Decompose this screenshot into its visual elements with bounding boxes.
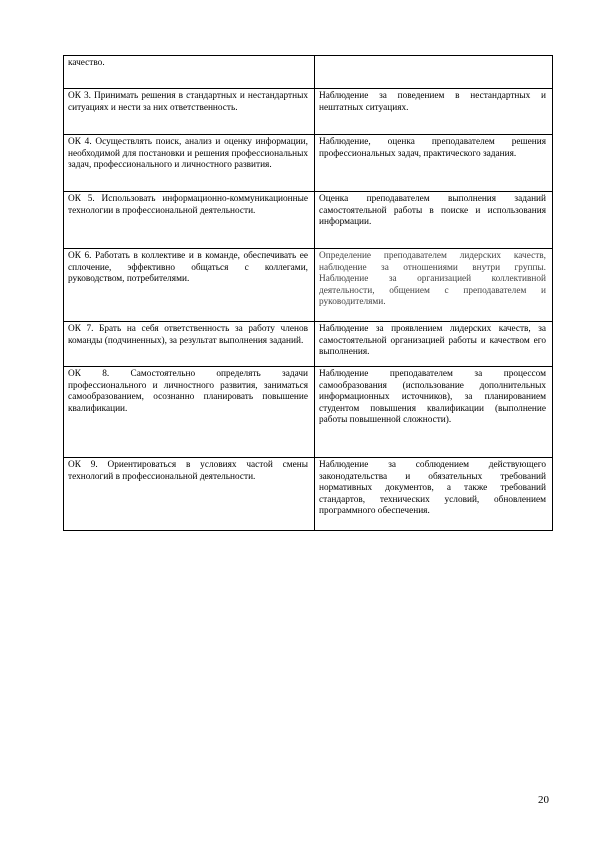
table-row	[64, 367, 553, 458]
assessment-cell: Наблюдение преподавателем за процессом самообразования (использование дополнительных информационных источников), за планированием студентом повышения квалификации (выполнение работы повышенной сложности).	[315, 367, 553, 458]
assessment-cell: Наблюдение, оценка преподавателем решения профессиональных задач, практического задания.	[315, 135, 553, 192]
assessment-cell	[315, 56, 553, 89]
assessment-cell: Наблюдение за соблюдением действующего законодательства и обязательных требований нормативных документов, а также требований стандартов, технических условий, обновлением программного обеспечения.	[315, 458, 553, 531]
table-row	[64, 192, 553, 249]
table-row	[64, 89, 553, 135]
competence-cell: ОК 5. Использовать информационно-коммуникационные технологии в профессиональной деятельности.	[64, 192, 315, 249]
assessment-cell: Наблюдение за проявлением лидерских качеств, за самостоятельной организацией работы и качеством его выполнения.	[315, 322, 553, 367]
competence-cell: ОК 9. Ориентироваться в условиях частой смены технологий в профессиональной деятельности.	[64, 458, 315, 531]
competence-assessment-table	[63, 55, 553, 531]
assessment-cell: Определение преподавателем лидерских качеств, наблюдение за отношениями внутри группы. Наблюдение за организацией коллективной деятельности, общением с преподавателем и руководителями.	[315, 249, 553, 322]
page-number: 20	[538, 794, 549, 806]
assessment-cell: Оценка преподавателем выполнения заданий самостоятельной работы в поиске и использования информации.	[315, 192, 553, 249]
competence-cell: качество.	[64, 56, 315, 89]
competence-cell: ОК 3. Принимать решения в стандартных и нестандартных ситуациях и нести за них ответственность.	[64, 89, 315, 135]
assessment-cell: Наблюдение за поведением в нестандартных и нештатных ситуациях.	[315, 89, 553, 135]
table-row	[64, 135, 553, 192]
table-row	[64, 458, 553, 531]
competence-cell: ОК 7. Брать на себя ответственность за работу членов команды (подчиненных), за результат выполнения заданий.	[64, 322, 315, 367]
table-row	[64, 322, 553, 367]
table-row	[64, 56, 553, 89]
competence-cell: ОК 8. Самостоятельно определять задачи профессионального и личностного развития, заниматься самообразованием, осознанно планировать повышение квалификации.	[64, 367, 315, 458]
competence-cell: ОК 6. Работать в коллективе и в команде, обеспечивать ее сплочение, эффективно общаться с коллегами, руководством, потребителями.	[64, 249, 315, 322]
competence-cell: ОК 4. Осуществлять поиск, анализ и оценку информации, необходимой для постановки и решения профессиональных задач, профессионального и личностного развития.	[64, 135, 315, 192]
table-row	[64, 249, 553, 322]
